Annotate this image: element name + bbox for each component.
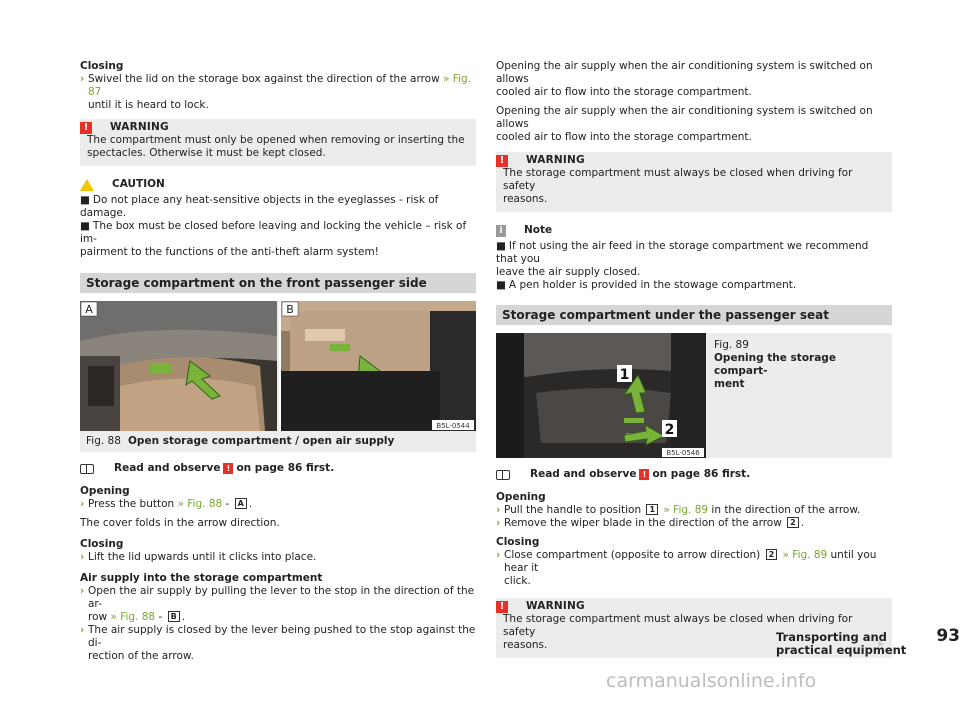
position-2-badge: 2 (766, 549, 778, 560)
figure-89-caption (706, 333, 892, 458)
warning-text-1: The storage compartment must always be closed when driving for safety (503, 613, 853, 638)
chevron-icon: › (496, 504, 501, 516)
closing-step (80, 73, 476, 112)
warning-box-1 (80, 119, 476, 166)
note-item-1-cont: leave the air supply closed. (496, 266, 641, 278)
note-title: Note (524, 224, 553, 236)
figure-label-a: A (85, 303, 93, 316)
intro-para-1-line-2: cooled air to flow into the storage compartment. (496, 86, 752, 98)
chevron-icon: › (80, 73, 85, 85)
warning-text-2: reasons. (503, 639, 548, 651)
section-heading-under-seat: Storage compartment under the passenger seat (496, 305, 892, 325)
figure-code: B5L-0544 (436, 422, 470, 430)
fig-89-link[interactable]: » Fig. 89 (663, 504, 709, 516)
warning-icon: ! (639, 469, 649, 480)
closing-heading: Closing (80, 60, 124, 72)
book-icon (496, 470, 510, 480)
opening-step-2: › Remove the wiper blade in the direction of the arrow 2 . (496, 517, 805, 529)
note-list (496, 240, 892, 292)
warning-text-2: spectacles. Otherwise it must be kept closed. (87, 147, 326, 159)
chevron-icon: › (80, 498, 85, 510)
chevron-icon: › (496, 549, 501, 561)
position-1-badge: 1 (646, 504, 658, 515)
fig-88-link-2[interactable]: » Fig. 88 (110, 611, 156, 623)
label-a-badge: A (235, 498, 247, 509)
caution-triangle-icon (80, 179, 94, 191)
label-b-badge: B (168, 611, 180, 622)
read-observe-note: Read and observe ! on page 86 first. (80, 462, 476, 475)
warning-title: WARNING (526, 600, 585, 612)
warning-icon: ! (496, 601, 508, 613)
caution-item-2-cont: pairment to the functions of the anti-theft alarm system! (80, 246, 379, 258)
caution-list (80, 194, 476, 259)
fig-88-link[interactable]: » Fig. 88 (177, 498, 223, 510)
warning-box-2 (496, 152, 892, 212)
closing-step-2: › Lift the lid upwards until it clicks into place. (80, 551, 317, 563)
intro-para-1-line-1: Opening the air supply when the air conditioning system is switched on allows (496, 60, 873, 85)
figure-88 (80, 301, 476, 452)
closing-step: › Close compartment (opposite to arrow direction) 2 » Fig. 89 until you hear it click. (496, 549, 877, 587)
figure-marker-2: 2 (664, 422, 675, 438)
figure-89 (496, 333, 892, 458)
warning-icon: ! (223, 463, 233, 474)
figure-label-b: B (286, 303, 294, 316)
fig-87-link[interactable]: » Fig. 87 (88, 73, 471, 98)
figure-89-image (496, 333, 706, 458)
caution-header (80, 178, 476, 191)
figure-88-image (80, 301, 476, 431)
note-item-2: ■ A pen holder is provided in the stowage compartment. (496, 279, 797, 291)
read-observe-note: Read and observe ! on page 86 first. (496, 468, 892, 481)
warning-text-1: The compartment must only be opened when removing or inserting the (87, 134, 465, 146)
warning-text-2: reasons. (503, 193, 548, 205)
warning-title: WARNING (526, 154, 585, 166)
chevron-icon: › (80, 624, 85, 636)
closing-step-text: Swivel the lid on the storage box against the direction of the arrow (88, 73, 440, 85)
left-column (80, 60, 476, 663)
opening-heading: Opening (80, 485, 130, 497)
book-icon (80, 464, 94, 474)
figure-code: B5L-0546 (666, 449, 700, 457)
figure-marker-1: 1 (619, 367, 630, 383)
figure-88-caption (80, 431, 476, 452)
page-number: 93 (936, 626, 960, 646)
warning-title: WARNING (110, 121, 169, 133)
opening-step-1: › Pull the handle to position 1 » Fig. 89 in the direction of the arrow. (496, 504, 861, 516)
warning-icon: ! (496, 155, 508, 167)
cover-text: The cover folds in the arrow direction. (80, 517, 280, 529)
intro-para-2-line-2: cooled air to flow into the storage compartment. (496, 131, 752, 143)
caution-item-1: ■ Do not place any heat-sensitive objects in the eyeglasses - risk of damage. (80, 194, 439, 219)
air-step-2: › The air supply is closed by the lever being pushed to the stop against the di- rection of the arrow. (80, 624, 476, 662)
chevron-icon: › (80, 551, 85, 563)
air-step-1: › Open the air supply by pulling the lever to the stop in the direction of the ar- row » Fig. 88 - B . (80, 585, 475, 623)
intro-para-2-line-1: Opening the air supply when the air conditioning system is switched on allows (496, 105, 873, 130)
info-icon: i (496, 225, 506, 237)
figure-caption-text-1: Opening the storage compart- (714, 352, 836, 377)
opening-heading: Opening (496, 491, 546, 503)
watermark: carmanualsonline.info (606, 670, 817, 692)
air-supply-heading: Air supply into the storage compartment (80, 572, 323, 584)
page-footer (776, 626, 960, 657)
figure-caption-text: Open storage compartment / open air supply (128, 435, 395, 447)
closing-heading-2: Closing (80, 538, 124, 550)
note-item-1: ■ If not using the air feed in the storage compartment we recommend that you (496, 240, 869, 265)
section-heading-front-passenger: Storage compartment on the front passenger side (80, 273, 476, 293)
figure-number: Fig. 88 (86, 435, 121, 447)
position-2-badge: 2 (787, 517, 799, 528)
figure-number: Fig. 89 (714, 339, 749, 351)
chevron-icon: › (496, 517, 501, 529)
caution-item-2: ■ The box must be closed before leaving and locking the vehicle – risk of im- (80, 220, 467, 245)
caution-title: CAUTION (112, 178, 165, 190)
warning-icon: ! (80, 122, 92, 134)
closing-heading: Closing (496, 536, 540, 548)
warning-text-1: The storage compartment must always be closed when driving for safety (503, 167, 853, 192)
fig-89-link-2[interactable]: » Fig. 89 (782, 549, 828, 561)
chevron-icon: › (80, 585, 85, 597)
figure-caption-text-2: ment (714, 378, 745, 390)
closing-step-text-2: until it is heard to lock. (88, 99, 209, 111)
note-header (496, 224, 892, 237)
footer-chapter-title: Transporting and practical equipment (776, 630, 907, 657)
opening-step: › Press the button » Fig. 88 - A . (80, 498, 253, 510)
right-column (496, 60, 892, 658)
